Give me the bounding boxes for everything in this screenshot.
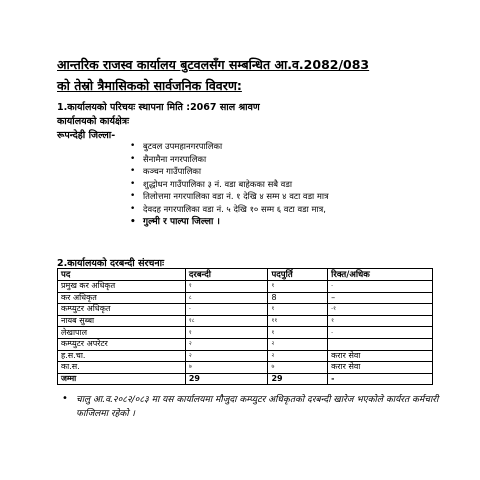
document-title-line-1: आन्तरिक राजस्व कार्यालय बुटवलसँग सम्बन्धित आ.व.2082/083	[57, 57, 370, 72]
cell-vacant: -	[328, 327, 433, 339]
cell-sanctioned: १	[185, 327, 268, 339]
cell-filled: १	[268, 304, 328, 316]
table-row	[58, 362, 433, 374]
cell-sanctioned: २	[185, 350, 268, 362]
cell-filled: २	[268, 338, 328, 350]
cell-filled: ७	[268, 362, 328, 374]
column-header-filled: पदपुर्ति	[268, 269, 328, 281]
column-header-post: पद	[58, 269, 186, 281]
table-row	[58, 350, 433, 362]
list-item: • शुद्धोधन गाउँपालिका ३ नं. वडा बाहेकका सबै वडा	[130, 178, 329, 191]
jurisdiction-label: कार्यालयको कार्यक्षेत्रः	[57, 116, 129, 127]
list-item: • सैनामैना नगरपालिका	[130, 153, 329, 166]
cell-post: नायब सुब्बा	[58, 315, 186, 327]
cell-vacant: करार सेवा	[328, 350, 433, 362]
cell-sanctioned: २	[185, 338, 268, 350]
list-item: • तिलोत्तमा नगरपालिका वडा नं. १ देखि ४ सम्म ४ वटा वडा मात्र	[130, 190, 329, 203]
cell-total-sanctioned: 29	[185, 373, 268, 385]
cell-sanctioned: १	[185, 281, 268, 293]
table-row	[58, 338, 433, 350]
cell-vacant: -१	[328, 304, 433, 316]
list-item: • बुटवल उपमहानगरपालिका	[130, 140, 329, 153]
cell-post: प्रमुख कर अधिकृत	[58, 281, 186, 293]
cell-post: लेखापाल	[58, 327, 186, 339]
table-row	[58, 304, 433, 316]
table-row	[58, 315, 433, 327]
cell-total-vacant: -	[328, 373, 433, 385]
district-label: रूपन्देही जिल्ला-	[57, 130, 116, 141]
table-row	[58, 327, 433, 339]
footnote-text: चालु आ.व.२०८२/०८३ मा यस कार्यालयमा मौजुदा कम्प्युटर अधिकृतको दरबन्दी खारेज भएकोले कार्यरत कर्मचारी फाजिलमा रहेको ।	[76, 395, 439, 419]
cell-sanctioned: -	[185, 304, 268, 316]
jurisdiction-list	[130, 140, 329, 228]
cell-vacant: -	[328, 281, 433, 293]
cell-post: कर अधिकृत	[58, 292, 186, 304]
cell-filled: १	[268, 327, 328, 339]
cell-vacant: –	[328, 292, 433, 304]
cell-filled: १	[268, 281, 328, 293]
cell-post: कम्प्युटर अधिकृत	[58, 304, 186, 316]
cell-post: कम्प्युटर अपरेटर	[58, 338, 186, 350]
staff-structure-table	[57, 268, 433, 385]
list-item-extra-districts: • गुल्मी र पाल्पा जिल्ला ।	[130, 216, 329, 229]
cell-sanctioned: ७	[185, 362, 268, 374]
cell-filled: ११	[268, 315, 328, 327]
note-bullet-icon: •	[62, 393, 68, 404]
cell-post: का.स.	[58, 362, 186, 374]
column-header-vacant: रिक्त/अधिक	[328, 269, 433, 281]
table-total-row	[58, 373, 433, 385]
list-item: • देवदह नगरपालिका वडा नं. ५ देखि १० सम्म ६ वटा वडा मात्र,	[130, 203, 329, 216]
table-row	[58, 281, 433, 293]
cell-filled: 8	[268, 292, 328, 304]
cell-total-filled: 29	[268, 373, 328, 385]
cell-vacant	[328, 338, 433, 350]
column-header-sanctioned: दरबन्दी	[185, 269, 268, 281]
table-header-row	[58, 269, 433, 281]
list-item: • कञ्चन गाउँपालिका	[130, 165, 329, 178]
cell-vacant: करार सेवा	[328, 362, 433, 374]
office-introduction-heading: 1.कार्यालयको परिचयः स्थापना मिति :2067 साल श्रावण	[57, 102, 260, 113]
cell-sanctioned: ८	[185, 292, 268, 304]
cell-sanctioned: १८	[185, 315, 268, 327]
cell-total-label: जम्मा	[58, 373, 186, 385]
table-row	[58, 292, 433, 304]
cell-filled: २	[268, 350, 328, 362]
cell-post: ह.स.चा.	[58, 350, 186, 362]
staff-structure-heading: 2.कार्यालयको दरबन्दी संरचनाः	[57, 258, 165, 269]
cell-vacant: १	[328, 315, 433, 327]
document-title-line-2: को तेस्रो त्रैमासिकको सार्वजनिक विवरण:	[57, 78, 242, 93]
